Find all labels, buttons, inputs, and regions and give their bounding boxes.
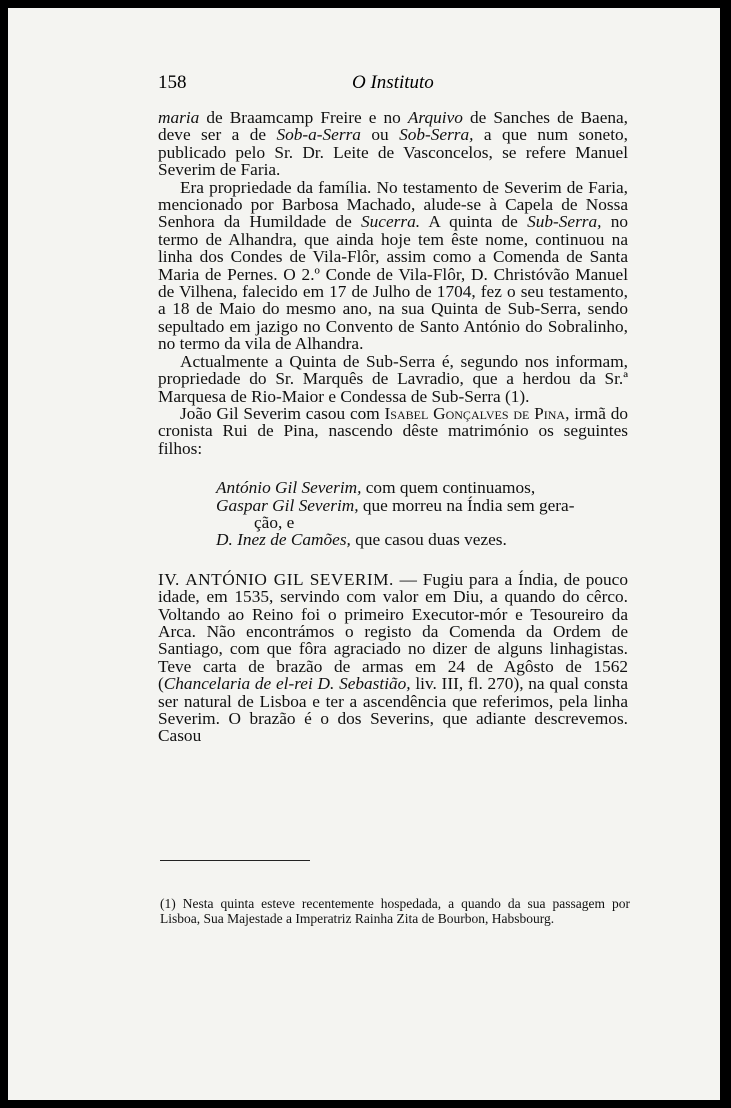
child-name: D. Inez de Camões, — [216, 530, 351, 550]
text-span: de Braamcamp Freire e no — [199, 108, 408, 127]
text-span: irmã do cronista Rui de Pina, nascendo dêste matrimónio os seguintes filhos: — [158, 403, 628, 458]
text-span: ou — [360, 125, 400, 145]
italic-span: Sub-Serra, — [527, 212, 602, 232]
paragraph-1 — [158, 109, 628, 179]
text-span: de Sanches de Baena, deve ser a de — [158, 108, 628, 145]
text-span: João Gil Severim casou com — [180, 403, 385, 423]
text-span: a que num soneto, publicado pelo Sr. Dr. Leite de Vasconcelos, se refere Manuel Severim de Faria. — [158, 125, 628, 180]
italic-span: Chancelaria de el-rei D. Sebastião, — [163, 674, 411, 694]
text-span: ção, e — [254, 512, 295, 532]
list-item — [158, 497, 628, 532]
italic-span: Sob-a-Serra — [276, 125, 361, 145]
scanned-page — [8, 8, 720, 1100]
text-span: que casou duas vezes. — [350, 530, 507, 550]
text-span: com quem continuamos, — [361, 478, 536, 498]
italic-span: maria — [158, 108, 200, 127]
list-item — [158, 479, 628, 496]
footnote-divider — [160, 860, 310, 861]
small-caps-name: Isabel Gonçalves de Pina, — [384, 403, 570, 423]
text-span: — Fugiu para a Índia, de pouco idade, em 1535, servindo com valor em Diu, a quando do cêrco. Voltando ao Reino foi o primeiro Executor-mór e Tesoureiro da Arca. Não encontrámos o registo da Comenda da Ordem de Santiago, com que fôra agraciado no dizer de alguns linhagistas. Teve carta de brazão de armas em 24 de Agôsto de 1562 ( — [158, 569, 628, 694]
text-span: no termo de Alhandra, que ainda hoje tem êste nome, continuou na linha dos Condes de Vila-Flôr, assim como a Comenda de Santa Maria de Pernes. O 2.º Conde de Vila-Flôr, D. Christóvão Manuel de Vilhena, falecido em 17 de Julho de 1704, fez o seu testamento, a 18 de Maio do mesmo ano, na sua Quinta de Sub-Serra, sendo sepultado em jazigo no Convento de Santo António do Sobralinho, no termo da vila de Alhandra. — [158, 212, 629, 354]
child-name: Gaspar Gil Severim, — [216, 495, 359, 515]
paragraph-5 — [158, 571, 628, 745]
paragraph-4 — [158, 405, 628, 457]
paragraph-2 — [158, 179, 628, 353]
text-span: liv. III, fl. 270), na qual consta ser natural de Lisboa e ter a ascendência que referimos, pela linha Severim. O brazão é o dos Severins, que adiante descrevemos. Casou — [158, 674, 629, 746]
section-heading: IV. ANTÓNIO GIL SEVERIM. — [158, 569, 394, 589]
footnote: (1) Nesta quinta esteve recentemente hospedada, a quando da sua passagem por Lisboa, Sua Majestade a Imperatriz Rainha Zita de Bourbon, Habsbourg. — [160, 895, 630, 926]
text-span: A quinta de — [420, 212, 528, 232]
page-header — [158, 72, 638, 102]
children-list — [158, 479, 628, 549]
italic-span: Arquivo — [407, 108, 463, 127]
italic-span: Sucerra. — [361, 212, 421, 232]
child-name: António Gil Severim, — [216, 478, 362, 498]
page-number: 158 — [158, 72, 187, 93]
list-item — [158, 531, 628, 548]
body-text — [158, 109, 628, 745]
text-span: que morreu na Índia sem gera- — [358, 495, 575, 515]
running-title: O Instituto — [352, 72, 434, 93]
italic-span: Sob-Serra, — [399, 125, 474, 145]
paragraph-3: Actualmente a Quinta de Sub-Serra é, segundo nos informam, propriedade do Sr. Marquês de Lavradio, que a herdou da Sr.ª Marquesa de Rio-Maior e Condessa de Sub-Serra (1). — [158, 351, 628, 406]
text-span: Era propriedade da família. No testamento de Severim de Faria, mencionado por Barbosa Machado, alude-se à Capela de Nossa Senhora da Humildade de — [158, 177, 628, 232]
